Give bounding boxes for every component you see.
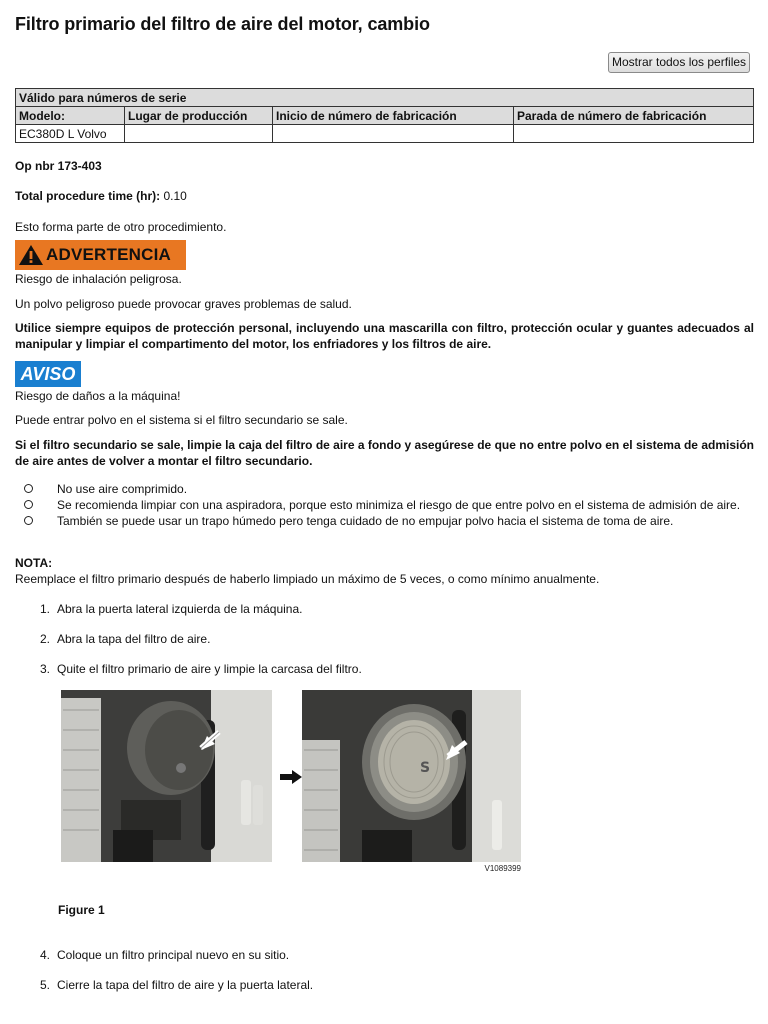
serial-table-header: Lugar de producción: [125, 107, 273, 125]
notice-label: AVISO: [20, 363, 76, 384]
step-text: Cierre la tapa del filtro de aire y la puerta lateral.: [57, 978, 314, 992]
list-item-text: También se puede usar un trapo húmedo pero tenga cuidado de no empujar polvo hacia el sistema de toma de aire.: [57, 514, 674, 528]
list-item-text: Se recomienda limpiar con una aspiradora, porque esto minimiza el riesgo de que entre polvo en el sistema de admisión de aire.: [57, 498, 741, 512]
warning-label: ADVERTENCIA: [46, 245, 171, 264]
arrow-right-icon: [280, 770, 302, 784]
step-number: 3.: [40, 662, 51, 676]
step-text: Abra la tapa del filtro de aire.: [57, 632, 211, 646]
circle-bullet-icon: [24, 516, 33, 525]
note-text: Reemplace el filtro primario después de haberlo limpiado un máximo de 5 veces, o como mínimo anualmente.: [15, 572, 600, 586]
note-label: NOTA:: [15, 556, 53, 570]
show-all-profiles-button[interactable]: Mostrar todos los perfiles: [608, 52, 750, 73]
step-number: 4.: [40, 948, 51, 962]
photo-filter-cover: [61, 690, 272, 862]
step-text: Coloque un filtro principal nuevo en su sitio.: [57, 948, 290, 962]
serial-table-header: Modelo:: [16, 107, 125, 125]
table-row: [16, 125, 754, 143]
step-item: [40, 632, 210, 646]
warning-instruction: Utilice siempre equipos de protección personal, incluyendo una mascarilla con filtro, protección ocular y guantes adecuados al manipular y limpiar el compartimento del motor, los enfriadores y los filtros de aire.: [15, 321, 754, 351]
serial-table-caption: Válido para números de serie: [16, 89, 754, 107]
serial-table-header: Inicio de número de fabricación: [273, 107, 514, 125]
page-title: Filtro primario del filtro de aire del motor, cambio: [15, 14, 430, 34]
list-item: [15, 498, 754, 512]
step-text: Abra la puerta lateral izquierda de la máquina.: [57, 602, 303, 616]
figure-1: [61, 690, 521, 875]
circle-bullet-icon: [24, 500, 33, 509]
photo-filter-open: [302, 690, 521, 862]
step-item: [40, 662, 362, 676]
warning-line: Un polvo peligroso puede provocar graves problemas de salud.: [15, 297, 352, 311]
table-cell: [273, 125, 514, 143]
notice-line: Puede entrar polvo en el sistema si el filtro secundario se sale.: [15, 413, 348, 427]
step-item: [40, 978, 313, 992]
step-item: [40, 602, 302, 616]
table-cell: EC380D L Volvo: [16, 125, 125, 143]
step-text: Quite el filtro primario de aire y limpie la carcasa del filtro.: [57, 662, 362, 676]
figure-caption: Figure 1: [58, 903, 105, 917]
step-number: 2.: [40, 632, 51, 646]
op-number: Op nbr 173-403: [15, 159, 102, 173]
cleaning-tips-list: [15, 482, 754, 530]
step-number: 5.: [40, 978, 51, 992]
step-item: [40, 948, 289, 962]
serial-numbers-table: [15, 88, 754, 143]
part-of-procedure-note: Esto forma parte de otro procedimiento.: [15, 220, 227, 234]
table-cell: [125, 125, 273, 143]
list-item: [15, 514, 754, 528]
table-cell: [514, 125, 754, 143]
notice-instruction: Si el filtro secundario se sale, limpie la caja del filtro de aire a fondo y asegúrese de que no entre polvo en el sistema de admisión de aire antes de volver a montar el filtro secundario.: [15, 438, 754, 468]
step-number: 1.: [40, 602, 51, 616]
total-time-label: Total procedure time (hr):: [15, 189, 161, 203]
figure-code: V1089399: [484, 864, 521, 873]
list-item-text: No use aire comprimido.: [57, 482, 188, 496]
circle-bullet-icon: [24, 484, 33, 493]
warning-line: Riesgo de inhalación peligrosa.: [15, 272, 182, 286]
total-time-value: 0.10: [163, 189, 187, 203]
serial-table-header: Parada de número de fabricación: [514, 107, 754, 125]
notice-banner: [15, 361, 81, 387]
notice-line: Riesgo de daños a la máquina!: [15, 389, 181, 403]
warning-triangle-icon: [18, 244, 44, 266]
svg-text:S: S: [420, 760, 431, 776]
warning-banner: [15, 240, 186, 270]
list-item: [15, 482, 754, 496]
total-procedure-time: [15, 189, 187, 203]
